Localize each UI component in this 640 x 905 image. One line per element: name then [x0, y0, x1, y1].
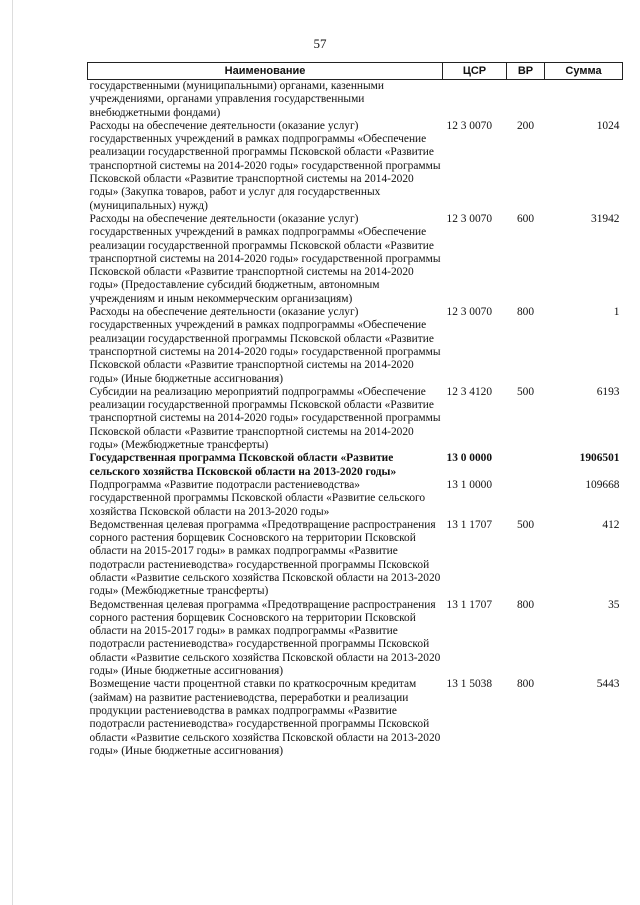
row-vr [507, 479, 545, 519]
row-csr: 13 0 0000 [446, 452, 493, 465]
table-row [88, 120, 623, 213]
row-csr: 13 1 0000 [446, 478, 493, 491]
page-number: 57 [313, 36, 327, 51]
header-vr: ВР [507, 63, 545, 80]
budget-table [87, 62, 623, 758]
row-vr [507, 80, 545, 120]
row-vr: 800 [516, 598, 535, 611]
table-row [88, 519, 623, 599]
table-row [88, 213, 623, 306]
row-name: Ведомственная целевая программа «Предотвращение распространения сорного растения борщевик Сосновского на территории Псковской области на 2015-2017 годы» в рамках подпрограммы «Развитие подотрасли растениеводства» государственной программы Псковской области «Развитие сельского хозяйства Псковской области на 2013-2020 годы» (Межбюджетные трансферты) [89, 518, 441, 598]
row-name: Государственная программа Псковской области «Развитие сельского хозяйства Псковской области на 2013-2020 годы» [89, 452, 397, 478]
table-body [88, 80, 623, 759]
row-csr: 12 3 0070 [446, 306, 493, 319]
row-csr: 13 1 1707 [446, 518, 493, 531]
row-name: Ведомственная целевая программа «Предотвращение распространения сорного растения борщевик Сосновского на территории Псковской области на 2015-2017 годы» в рамках подпрограммы «Развитие подотрасли растениеводства» государственной программы Псковской области «Развитие сельского хозяйства Псковской области на 2013-2020 годы» (Иные бюджетные ассигнования) [89, 598, 441, 678]
row-sum: 1024 [596, 119, 620, 132]
table-row [88, 479, 623, 519]
budget-table-container [87, 62, 622, 758]
row-vr: 800 [516, 678, 535, 691]
table-header-row [88, 63, 623, 80]
row-sum: 5443 [596, 678, 620, 691]
row-csr: 12 3 0070 [446, 119, 493, 132]
table-row [88, 80, 623, 120]
table-row [88, 678, 623, 758]
row-csr: 12 3 0070 [446, 212, 493, 225]
row-sum: 35 [608, 598, 620, 611]
row-name: Субсидии на реализацию мероприятий подпрограммы «Обеспечение реализации государственной программы Псковской области «Развитие транспортной системы на 2014-2020 годы» государственной программы Псковской области «Развитие транспортной системы на 2014-2020 годы» (Межбюджетные трансферты) [89, 385, 441, 452]
table-row [88, 386, 623, 452]
header-sum: Сумма [545, 63, 623, 80]
row-csr: 13 1 1707 [446, 598, 493, 611]
row-name: Подпрограмма «Развитие подотрасли растениеводства» государственной программы Псковской области «Развитие сельского хозяйства Псковской области на 2013-2020 годы» [89, 478, 426, 518]
row-vr: 800 [516, 306, 535, 319]
row-vr: 600 [516, 212, 535, 225]
header-csr: ЦСР [443, 63, 507, 80]
table-row [88, 306, 623, 386]
row-sum: 6193 [596, 385, 620, 398]
row-csr: 13 1 5038 [446, 678, 493, 691]
row-name: Расходы на обеспечение деятельности (оказание услуг) государственных учреждений в рамках подпрограммы «Обеспечение реализации государственной программы Псковской области «Развитие транспортной системы на 2014-2020 годы» государственной программы Псковской области «Развитие транспортной системы на 2014-2020 годы» (Закупка товаров, работ и услуг для государственных (муниципальных) нужд) [89, 119, 441, 212]
row-csr [443, 80, 507, 120]
table-row [88, 452, 623, 479]
row-sum: 1906501 [579, 452, 620, 465]
row-name: Возмещение части процентной ставки по краткосрочным кредитам (займам) на развитие растениеводства, переработки и реализации продукции растениеводства в рамках подпрограммы «Развитие подотрасли растениеводства» государственной программы Псковской области «Развитие сельского хозяйства Псковской области на 2013-2020 годы» (Иные бюджетные ассигнования) [89, 678, 441, 757]
row-vr: 500 [516, 518, 535, 531]
row-sum: 412 [602, 518, 620, 531]
row-vr [507, 452, 545, 479]
row-sum [545, 80, 623, 120]
table-row [88, 599, 623, 679]
row-vr: 200 [516, 119, 535, 132]
row-sum: 1 [613, 306, 620, 319]
row-csr: 12 3 4120 [446, 385, 493, 398]
row-name: Расходы на обеспечение деятельности (оказание услуг) государственных учреждений в рамках подпрограммы «Обеспечение реализации государственной программы Псковской области «Развитие транспортной системы на 2014-2020 годы» государственной программы Псковской области «Развитие транспортной системы на 2014-2020 годы» (Предоставление субсидий бюджетным, автономным учреждениям и иным некоммерческим организациям) [89, 212, 441, 305]
row-name: государственными (муниципальными) органами, казенными учреждениями, органами управления государственными внебюджетными фондами) [89, 80, 384, 119]
scan-margin-line [12, 0, 13, 905]
row-vr: 500 [516, 385, 535, 398]
row-sum: 109668 [585, 478, 620, 491]
row-sum: 31942 [591, 212, 620, 225]
row-name: Расходы на обеспечение деятельности (оказание услуг) государственных учреждений в рамках подпрограммы «Обеспечение реализации государственной программы Псковской области «Развитие транспортной системы на 2014-2020 годы» государственной программы Псковской области «Развитие транспортной системы на 2014-2020 годы» (Иные бюджетные ассигнования) [89, 306, 441, 385]
header-name: Наименование [88, 63, 443, 80]
